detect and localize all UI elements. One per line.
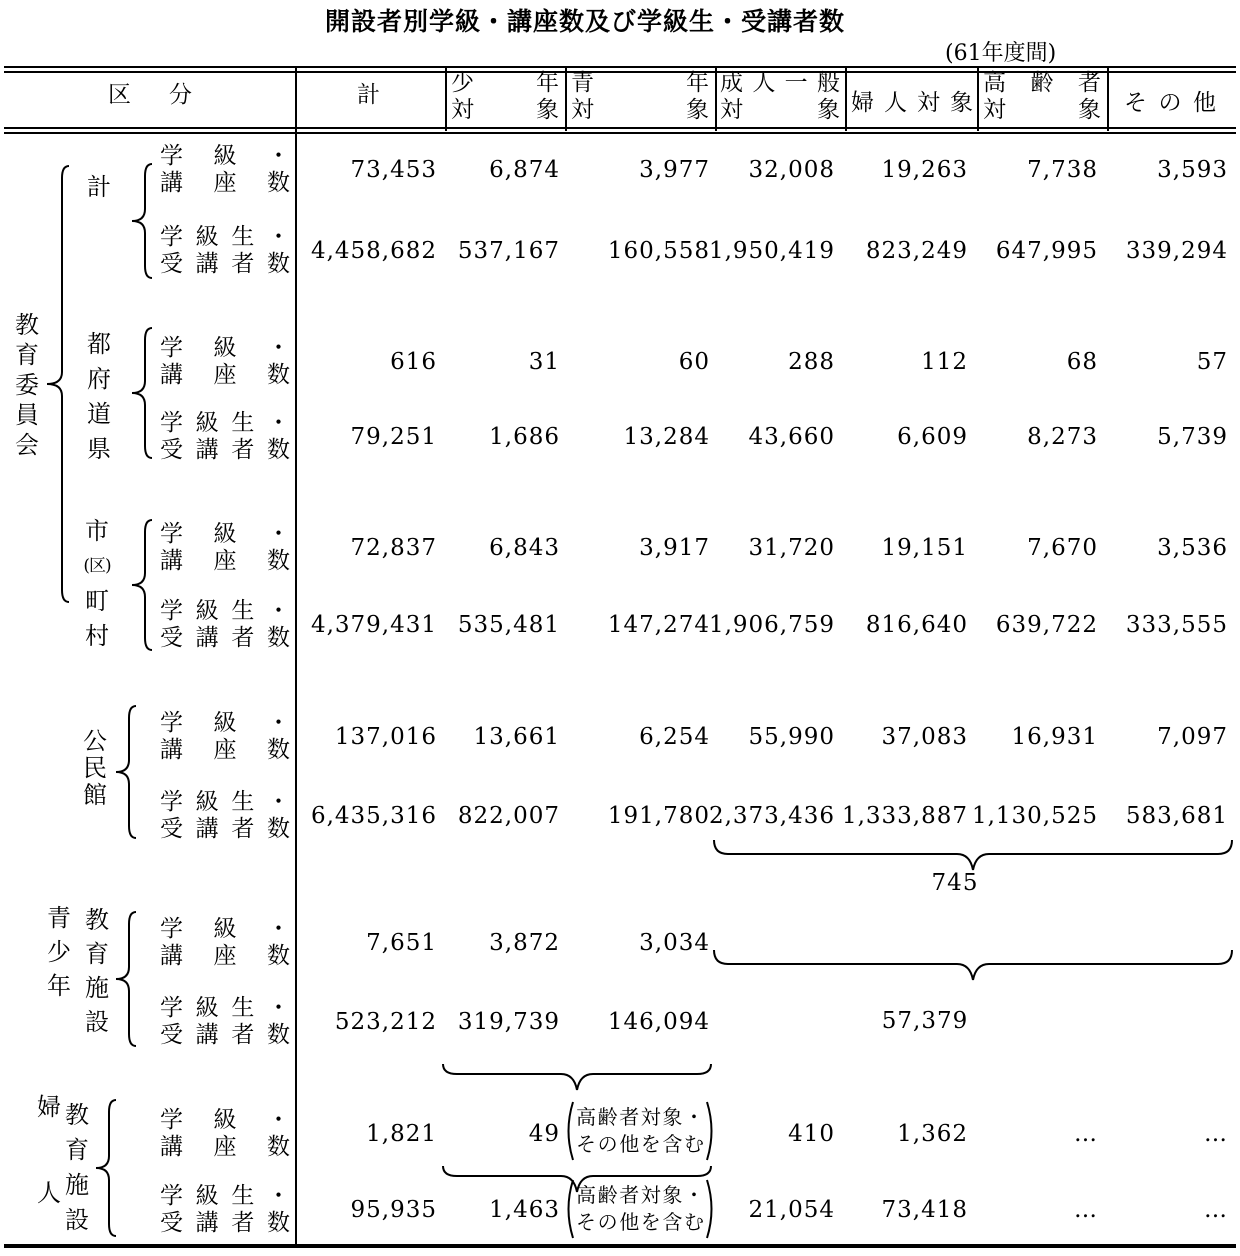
header-column-line: [1107, 68, 1109, 131]
value-cell: 19,263: [881, 157, 968, 183]
metric-label-line: 受 講 者 数: [160, 625, 290, 651]
annotation-line: 高 齢 者 対 象 ・: [576, 1183, 704, 1207]
group-brace-tofudoken: [129, 326, 155, 460]
annotation-note-kouza: [562, 1099, 718, 1163]
section-brace-seishonen: [113, 910, 139, 1048]
metric-label-line: 学 級 生 ・: [160, 410, 290, 436]
column-header-shonen-taisho: [451, 70, 559, 124]
value-cell: 333,555: [1125, 612, 1228, 638]
metric-label-kouza: [160, 521, 290, 575]
column-header-seijin-ippan-taisho: [720, 70, 840, 124]
group-label-tofudoken: 都 府 道 県: [87, 330, 111, 463]
value-cell: 410: [788, 1121, 835, 1147]
value-cell: 191,780: [607, 803, 710, 829]
section-brace-kyoiku-iinkai: [44, 164, 72, 604]
group-brace-kei: [129, 162, 155, 280]
value-cell: 60: [678, 349, 710, 375]
period-note: (61年度間): [945, 41, 1057, 66]
value-cell: 523,212: [334, 1009, 437, 1035]
header-line: 対 象: [571, 97, 709, 123]
right-paren-icon: [705, 1178, 718, 1240]
value-cell: 37,083: [881, 724, 968, 750]
header-column-line: [565, 68, 567, 131]
metric-label-line: 学 級 ・: [160, 335, 290, 361]
value-cell: 3,872: [489, 930, 560, 956]
value-cell: 3,536: [1157, 535, 1228, 561]
header-line: 対 象: [983, 97, 1101, 123]
metric-label-line: 学 級 ・: [160, 916, 290, 942]
value-cell: 55,990: [748, 724, 835, 750]
value-cell: 5,739: [1157, 424, 1228, 450]
annotation-line: そ の 他 を 含 む: [576, 1210, 704, 1234]
header-bottom-rule: [4, 127, 1236, 134]
value-cell: 816,640: [865, 612, 968, 638]
table-title: 開設者別学級・講座数及び学級生・受講者数: [324, 7, 845, 36]
value-cell: 31,720: [748, 535, 835, 561]
value-cell: 7,738: [1027, 157, 1098, 183]
column-header-seinen-taisho: [571, 70, 709, 124]
value-cell: 4,379,431: [310, 612, 437, 638]
value-cell: 13,661: [473, 724, 560, 750]
section-label-kyoiku-shisetsu: 教 育 施 設: [65, 1101, 89, 1234]
metric-label-jukousha: [160, 789, 290, 843]
value-cell: …: [1204, 1121, 1228, 1147]
section-label-kominkan: 公 民 館: [83, 727, 107, 809]
underbrace-fujin-kouza: [441, 1062, 713, 1092]
value-cell: 1,130,525: [971, 803, 1098, 829]
value-cell: 49: [528, 1121, 560, 1147]
column-header-kei: 計: [357, 82, 380, 108]
value-cell: 112: [921, 349, 968, 375]
metric-label-kouza: [160, 1107, 290, 1161]
column-header-koreisha-taisho: [983, 70, 1101, 124]
metric-label-kouza: [160, 335, 290, 389]
metric-label-line: 講 座 数: [160, 548, 290, 574]
annotation-line: そ の 他 を 含 む: [576, 1132, 704, 1156]
value-cell: …: [1074, 1121, 1098, 1147]
column-header-kubun-text: 区 分: [108, 82, 192, 108]
value-cell: 68: [1066, 349, 1098, 375]
value-cell: …: [1204, 1197, 1228, 1223]
metric-label-line: 学 級 生 ・: [160, 224, 290, 250]
value-cell: 137,016: [334, 724, 437, 750]
column-header-sonota: [1124, 90, 1216, 117]
metric-label-line: 講 座 数: [160, 362, 290, 388]
value-cell: 147,274: [607, 612, 710, 638]
value-cell: 1,463: [489, 1197, 560, 1223]
value-cell: 13,284: [623, 424, 710, 450]
value-cell: 43,660: [748, 424, 835, 450]
value-cell: 21,054: [748, 1197, 835, 1223]
value-cell: 319,739: [457, 1009, 560, 1035]
value-cell: 146,094: [607, 1009, 710, 1035]
value-cell: 4,458,682: [310, 238, 437, 264]
column-header-kubun: [108, 82, 192, 109]
value-cell: 288: [788, 349, 835, 375]
metric-label-line: 講 座 数: [160, 170, 290, 196]
left-paren-icon: [562, 1178, 575, 1240]
header-line: 高 齢 者: [983, 70, 1101, 96]
value-cell: 1,686: [489, 424, 560, 450]
column-header-fujin-taisho: [851, 90, 973, 117]
annotation-text: [576, 1182, 704, 1236]
value-cell: 535,481: [457, 612, 560, 638]
metric-label-line: 学 級 ・: [160, 143, 290, 169]
section-brace-fujin: [93, 1098, 119, 1238]
header-column-line: [845, 68, 847, 131]
group-brace-shikuchoson: [129, 518, 155, 652]
value-cell: 79,251: [350, 424, 437, 450]
metric-label-line: 講 座 数: [160, 943, 290, 969]
value-cell: 3,593: [1157, 157, 1228, 183]
value-cell: 1,333,887: [841, 803, 968, 829]
header-line: 成 人 一 般: [720, 70, 840, 96]
value-cell: 823,249: [865, 238, 968, 264]
value-cell: 19,151: [881, 535, 968, 561]
section-label-kyoiku-iinkai: 教 育 委 員 会: [15, 311, 39, 459]
metric-label-line: 受 講 者 数: [160, 437, 290, 463]
value-cell: 7,651: [366, 930, 437, 956]
value-cell: 7,670: [1027, 535, 1098, 561]
annotation-line: 高 齢 者 対 象 ・: [576, 1105, 704, 1129]
metric-label-line: 受 講 者 数: [160, 1022, 290, 1048]
metric-label-line: 学 級 ・: [160, 710, 290, 736]
value-cell: 3,977: [639, 157, 710, 183]
header-line: 婦 人 対 象: [851, 90, 973, 116]
header-line: 対 象: [720, 97, 840, 123]
value-cell: 583,681: [1125, 803, 1228, 829]
value-cell: 1,906,759: [708, 612, 835, 638]
metric-label-jukousha: [160, 410, 290, 464]
section-label-fujin: 婦 人: [37, 1093, 61, 1207]
metric-label-kouza: [160, 710, 290, 764]
metric-label-line: 学 級 生 ・: [160, 1183, 290, 1209]
group-label-kei: 計: [87, 173, 111, 201]
value-cell: 73,418: [881, 1197, 968, 1223]
table-bottom-rule: [4, 1244, 1236, 1248]
value-cell: 6,609: [897, 424, 968, 450]
value-cell: 339,294: [1125, 238, 1228, 264]
underbrace-seishonen-jukousha: [712, 948, 1234, 982]
value-cell: 3,034: [639, 930, 710, 956]
metric-label-line: 学 級 ・: [160, 521, 290, 547]
metric-label-jukousha: [160, 1183, 290, 1237]
header-line: 少 年: [451, 70, 559, 96]
value-cell: 95,935: [350, 1197, 437, 1223]
section-label-seishonen: 青 少 年: [47, 904, 71, 1000]
stub-divider-line: [295, 68, 297, 1248]
combined-value-seishonen-kouza: 745: [931, 870, 979, 896]
value-cell: 6,874: [489, 157, 560, 183]
combined-value-seishonen-jukousha: 57,379: [881, 1008, 969, 1034]
value-cell: 31: [528, 349, 560, 375]
value-cell: 537,167: [457, 238, 560, 264]
value-cell: 6,254: [639, 724, 710, 750]
header-column-line: [977, 68, 979, 131]
section-brace-kominkan: [113, 704, 139, 840]
value-cell: 6,435,316: [310, 803, 437, 829]
right-paren-icon: [705, 1100, 718, 1162]
header-line: 青 年: [571, 70, 709, 96]
metric-label-line: 学 級 生 ・: [160, 995, 290, 1021]
metric-label-line: 学 級 ・: [160, 1107, 290, 1133]
value-cell: 639,722: [995, 612, 1098, 638]
value-cell: 32,008: [748, 157, 835, 183]
value-cell: 3,917: [639, 535, 710, 561]
annotation-text: [576, 1104, 704, 1158]
metric-label-line: 学 級 生 ・: [160, 598, 290, 624]
underbrace-seishonen-kouza: [712, 838, 1234, 872]
header-column-line: [445, 68, 447, 131]
group-label-shikuchoson: 市 (区) 町 村: [83, 517, 111, 650]
header-line: そ の 他: [1124, 90, 1216, 116]
header-line: 対 象: [451, 97, 559, 123]
value-cell: 16,931: [1011, 724, 1098, 750]
header-column-line: [715, 68, 717, 131]
value-cell: 1,950,419: [708, 238, 835, 264]
value-cell: …: [1074, 1197, 1098, 1223]
metric-label-kouza: [160, 143, 290, 197]
left-paren-icon: [562, 1100, 575, 1162]
metric-label-line: 受 講 者 数: [160, 816, 290, 842]
value-cell: 1,362: [897, 1121, 968, 1147]
metric-label-jukousha: [160, 995, 290, 1049]
metric-label-jukousha: [160, 598, 290, 652]
value-cell: 616: [390, 349, 437, 375]
metric-label-line: 受 講 者 数: [160, 1210, 290, 1236]
metric-label-jukousha: [160, 224, 290, 278]
annotation-note-jukousha: [562, 1177, 718, 1241]
section-label-kyoiku-shisetsu: 教 育 施 設: [85, 906, 109, 1036]
metric-label-line: 受 講 者 数: [160, 251, 290, 277]
value-cell: 73,453: [350, 157, 437, 183]
metric-label-line: 講 座 数: [160, 737, 290, 763]
value-cell: 2,373,436: [708, 803, 835, 829]
value-cell: 57: [1196, 349, 1228, 375]
metric-label-line: 講 座 数: [160, 1134, 290, 1160]
value-cell: 6,843: [489, 535, 560, 561]
value-cell: 160,558: [607, 238, 710, 264]
value-cell: 72,837: [350, 535, 437, 561]
value-cell: 822,007: [457, 803, 560, 829]
value-cell: 647,995: [995, 238, 1098, 264]
value-cell: 8,273: [1027, 424, 1098, 450]
value-cell: 7,097: [1157, 724, 1228, 750]
metric-label-kouza: [160, 916, 290, 970]
metric-label-line: 学 級 生 ・: [160, 789, 290, 815]
value-cell: 1,821: [366, 1121, 437, 1147]
